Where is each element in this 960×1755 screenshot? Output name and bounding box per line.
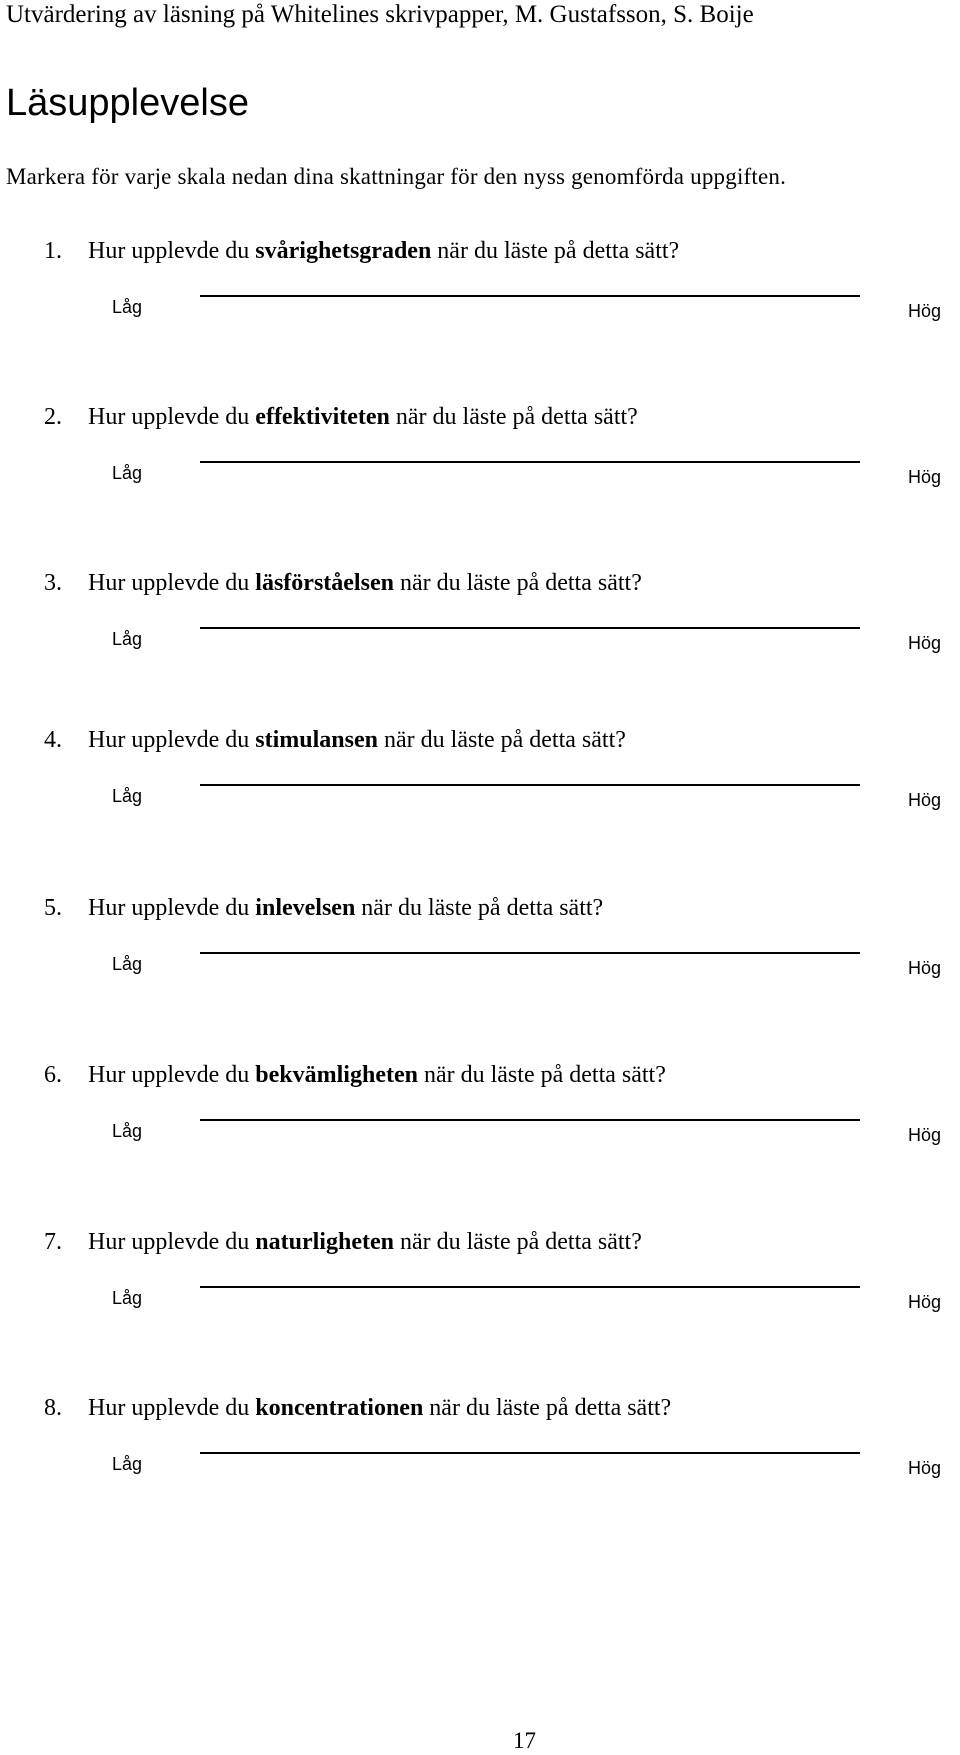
question-7	[0, 1227, 960, 1387]
scale-low-label: Låg	[112, 1454, 143, 1474]
question-number: 5.	[44, 895, 62, 921]
question-number: 4.	[44, 727, 62, 753]
question-text: Hur upplevde du stimulansen när du läste på detta sätt?	[88, 727, 626, 753]
instruction-text: Markera för varje skala nedan dina skattningar för den nyss genomförda uppgiften.	[6, 164, 787, 189]
question-keyword: naturligheten	[255, 1229, 394, 1255]
rating-scale-line[interactable]	[200, 1119, 860, 1121]
scale-high-label: Hög	[908, 790, 942, 810]
rating-scale-line[interactable]	[200, 461, 860, 463]
question-text: Hur upplevde du svårighetsgraden när du läste på detta sätt?	[88, 238, 680, 264]
question-keyword: läsförståelsen	[255, 570, 394, 596]
scale-high-label: Hög	[908, 633, 942, 653]
question-4	[0, 725, 960, 885]
question-keyword: stimulansen	[255, 727, 378, 753]
question-number: 7.	[44, 1229, 62, 1255]
question-text: Hur upplevde du läsförståelsen när du läste på detta sätt?	[88, 570, 642, 596]
question-number: 6.	[44, 1062, 62, 1088]
question-text: Hur upplevde du inlevelsen när du läste på detta sätt?	[88, 895, 604, 921]
page-title: Läsupplevelse	[6, 82, 249, 124]
question-6	[0, 1060, 960, 1220]
question-3	[0, 568, 960, 728]
question-8	[0, 1393, 960, 1553]
document-header: Utvärdering av läsning på Whitelines skrivpapper, M. Gustafsson, S. Boije	[6, 1, 754, 28]
question-keyword: bekvämligheten	[255, 1062, 418, 1088]
question-text: Hur upplevde du effektiviteten när du läste på detta sätt?	[88, 404, 638, 430]
question-keyword: koncentrationen	[255, 1395, 424, 1421]
rating-scale-line[interactable]	[200, 784, 860, 786]
question-number: 2.	[44, 404, 62, 430]
scale-low-label: Låg	[112, 1121, 143, 1141]
scale-high-label: Hög	[908, 467, 942, 487]
scale-high-label: Hög	[908, 1458, 942, 1478]
question-number: 3.	[44, 570, 62, 596]
question-number: 8.	[44, 1395, 62, 1421]
question-2	[0, 402, 960, 562]
page-number: 17	[513, 1728, 536, 1753]
question-keyword: svårighetsgraden	[255, 238, 432, 264]
question-text: Hur upplevde du bekvämligheten när du läste på detta sätt?	[88, 1062, 666, 1088]
rating-scale-line[interactable]	[200, 1452, 860, 1454]
scale-low-label: Låg	[112, 297, 143, 317]
scale-low-label: Låg	[112, 1288, 143, 1308]
scale-high-label: Hög	[908, 1125, 942, 1145]
question-keyword: inlevelsen	[255, 895, 356, 921]
scale-low-label: Låg	[112, 954, 143, 974]
question-text: Hur upplevde du koncentrationen när du läste på detta sätt?	[88, 1395, 672, 1421]
question-1	[0, 236, 960, 396]
question-5	[0, 893, 960, 1053]
rating-scale-line[interactable]	[200, 1286, 860, 1288]
rating-scale-line[interactable]	[200, 627, 860, 629]
scale-high-label: Hög	[908, 301, 942, 321]
scale-low-label: Låg	[112, 786, 143, 806]
scale-low-label: Låg	[112, 629, 143, 649]
question-number: 1.	[44, 238, 62, 264]
rating-scale-line[interactable]	[200, 952, 860, 954]
rating-scale-line[interactable]	[200, 295, 860, 297]
scale-low-label: Låg	[112, 463, 143, 483]
question-text: Hur upplevde du naturligheten när du läste på detta sätt?	[88, 1229, 642, 1255]
scale-high-label: Hög	[908, 1292, 942, 1312]
question-keyword: effektiviteten	[255, 404, 390, 430]
scale-high-label: Hög	[908, 958, 942, 978]
